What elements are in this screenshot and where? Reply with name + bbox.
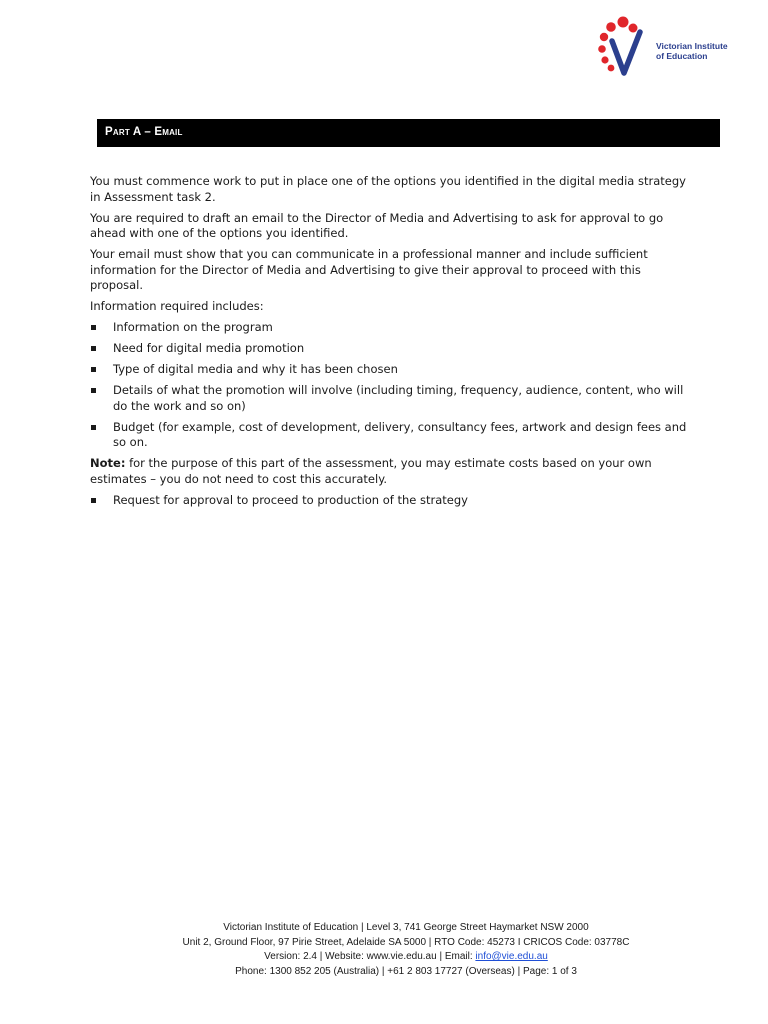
section-heading-bar — [97, 119, 720, 147]
assessment-body — [90, 174, 690, 514]
page-footer — [90, 921, 722, 979]
logo-text: Victorian Institute of Education — [656, 41, 728, 61]
note-text: for the purpose of this part of the assessment, you may estimate costs based on your own estimates – you do not need to cost this accurately. — [90, 456, 652, 486]
info-required-heading: Information required includes: — [90, 299, 264, 313]
intro-paragraph: You are required to draft an email to the Director of Media and Advertising to ask for approval to go ahead with one of the options you identified. — [90, 210, 664, 240]
intro-paragraph: Your email must show that you can communicate in a professional manner and include sufficient information for the Director of Media and Advertising to give their approval to proceed with this proposal. — [90, 247, 648, 292]
square-bullet-icon — [91, 425, 96, 430]
footer-phone-line: Phone: 1300 852 205 (Australia) | +61 2 803 17727 (Overseas) | Page: 1 of 3 — [235, 965, 577, 977]
note-label: Note: — [90, 456, 126, 470]
square-bullet-icon — [91, 346, 96, 351]
footer-rto-line: Unit 2, Ground Floor, 97 Pirie Street, Adelaide SA 5000 | RTO Code: 45273 I CRICOS Code: 03778C — [182, 936, 630, 948]
email-link[interactable]: info@vie.edu.au — [475, 951, 548, 962]
list-item: Budget (for example, cost of development, delivery, consultancy fees, artwork and design fees and so on. — [90, 420, 690, 451]
list-item: Request for approval to proceed to production of the strategy — [90, 493, 690, 509]
intro-paragraph: You must commence work to put in place one of the options you identified in the digital media strategy in Assessment task 2. — [90, 174, 686, 204]
list-item: Need for digital media promotion — [90, 341, 690, 357]
square-bullet-icon — [91, 388, 96, 393]
footer-address-line: Victorian Institute of Education | Level 3, 741 George Street Haymarket NSW 2000 — [223, 922, 589, 933]
logo-mark-icon — [596, 16, 658, 82]
square-bullet-icon — [91, 367, 96, 372]
requirements-list — [90, 320, 690, 451]
section-title: Part A – Email — [105, 126, 183, 138]
footer-version-line: Version: 2.4 | Website: www.vie.edu.au | Email: info@vie.edu.au — [264, 951, 548, 962]
list-item: Type of digital media and why it has been chosen — [90, 362, 690, 378]
square-bullet-icon — [91, 498, 96, 503]
list-item: Information on the program — [90, 320, 690, 336]
institute-logo — [596, 16, 728, 82]
list-item: Details of what the promotion will involve (including timing, frequency, audience, content, who will do the work and so on) — [90, 383, 690, 414]
final-list — [90, 493, 690, 509]
note-paragraph — [90, 456, 690, 487]
square-bullet-icon — [91, 325, 96, 330]
